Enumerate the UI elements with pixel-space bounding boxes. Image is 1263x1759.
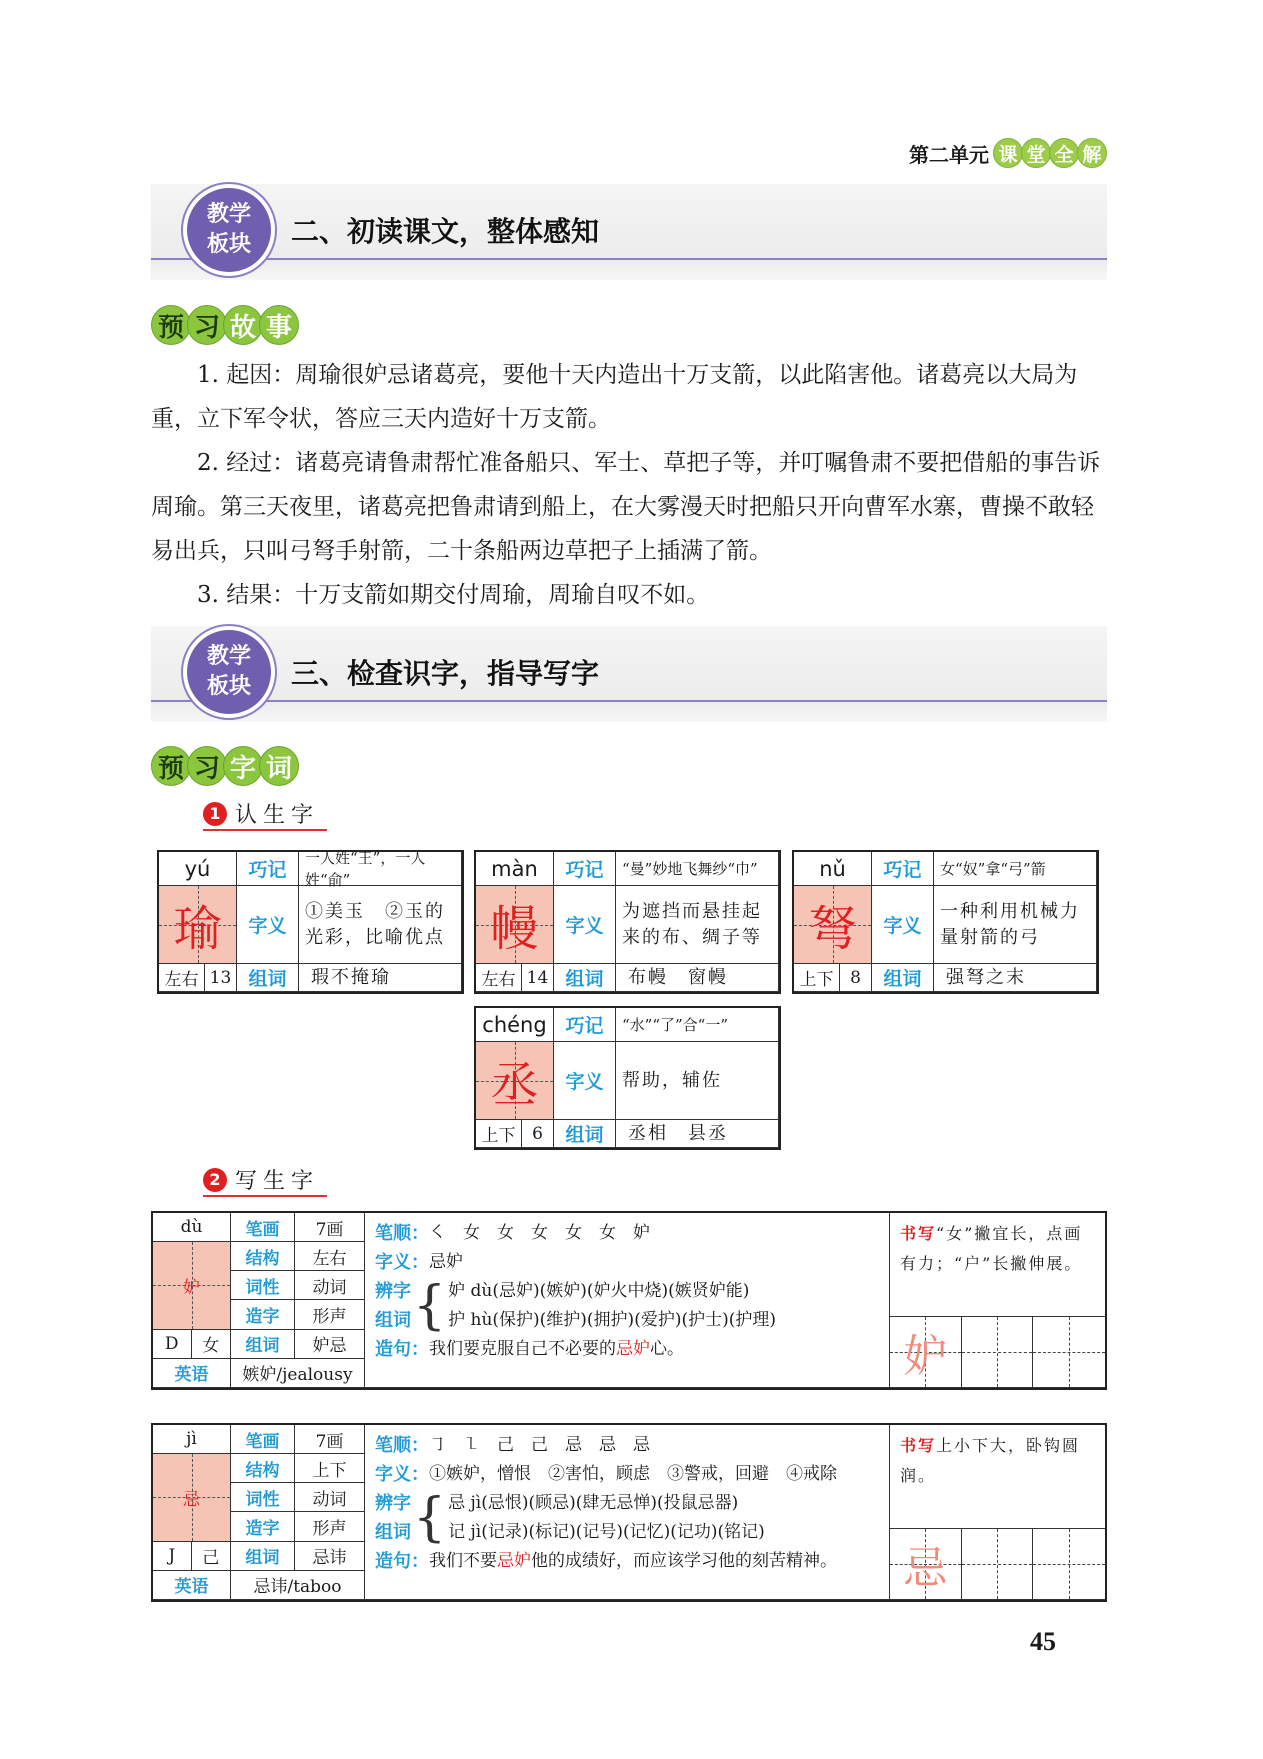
sentence-text: 我们要克服自己不必要的	[429, 1339, 616, 1359]
strokes-label: 笔画	[231, 1213, 295, 1242]
structure: 左右	[159, 964, 205, 991]
meaning-label: 字义	[872, 886, 934, 964]
initial-radical	[153, 1330, 231, 1359]
sentence	[375, 1547, 879, 1576]
brand-char: 解	[1077, 138, 1107, 168]
meaning-text: 帮助，辅佐	[616, 1042, 779, 1120]
pinyin: chéng	[476, 1008, 554, 1042]
writing-guide	[890, 1425, 1105, 1600]
character-glyph: 忌	[183, 1489, 200, 1510]
character	[153, 1242, 231, 1330]
order-value: ㇆ ㇅ 己 己 忌 忌 忌	[429, 1435, 650, 1455]
pinyin: màn	[476, 852, 554, 886]
distinguish	[375, 1489, 879, 1547]
initial: D	[153, 1330, 192, 1358]
write-table	[151, 1423, 1107, 1602]
meaning-label: 字义	[554, 886, 616, 964]
memo-text: “曼”妙地飞舞纱“巾”	[616, 852, 779, 886]
pos-value: 动词	[295, 1483, 365, 1512]
practice-cell[interactable]	[1033, 1529, 1105, 1599]
stroke-count: 14	[526, 967, 549, 988]
badge-line: 教学	[206, 644, 251, 669]
writing-note	[890, 1213, 1105, 1317]
unit-label: 第二单元	[909, 142, 989, 167]
english-label: 英语	[153, 1359, 231, 1388]
recognize-heading	[203, 798, 327, 831]
brand-logo	[995, 138, 1107, 168]
distinguish-labels	[375, 1277, 411, 1335]
badge-line: 教学	[206, 202, 251, 227]
section-title: 二、初读课文，整体感知	[291, 215, 600, 248]
distinguish-line: 记 jì(记录)(标记)(记号)(记忆)(记功)(铭记)	[448, 1522, 765, 1542]
heading-text: 写生字	[235, 1169, 320, 1194]
char-card	[474, 1006, 781, 1150]
compose-label: 组词	[231, 1330, 295, 1359]
label-char: 字	[223, 746, 263, 786]
sentence-label: 造句：	[375, 1551, 429, 1572]
memo-label: 巧记	[237, 852, 299, 886]
character	[159, 886, 237, 964]
meaning-value: 忌妒	[429, 1252, 463, 1272]
memo-text: 一人姓“王”，一人姓“俞”	[299, 852, 462, 886]
writing-text: 上小下大，卧钩圆润。	[900, 1436, 1081, 1485]
compose-label: 组词	[554, 964, 616, 992]
stroke-order	[375, 1219, 879, 1248]
character	[794, 886, 872, 964]
badge-line: 板块	[206, 232, 251, 257]
story-paragraph: 3. 结果：十万支箭如期交付周瑜，周瑜自叹不如。	[197, 582, 710, 608]
compose-label: 组词	[237, 964, 299, 992]
stroke-count: 6	[532, 1123, 543, 1144]
practice-cell[interactable]	[890, 1529, 962, 1599]
compose-label: 组词	[231, 1542, 295, 1571]
label-char: 事	[259, 305, 299, 345]
sentence-text: 我们不要	[429, 1551, 497, 1571]
pinyin: jì	[153, 1425, 231, 1454]
pinyin: dù	[153, 1213, 231, 1242]
distinguish-label: 辨字	[375, 1493, 411, 1514]
distinguish-line: 护 hù(保护)(维护)(拥护)(爱护)(护士)(护理)	[448, 1310, 776, 1330]
details	[365, 1425, 890, 1600]
structure-label: 结构	[231, 1454, 295, 1483]
stroke-count: 8	[850, 967, 861, 988]
label-char: 预	[151, 746, 191, 786]
sentence-text: 心。	[650, 1339, 684, 1359]
sentence-highlight: 忌妒	[616, 1339, 650, 1359]
memo-label: 巧记	[554, 852, 616, 886]
compose-label: 组词	[554, 1120, 616, 1148]
compose-text: 布幔 窗幔	[616, 964, 779, 992]
memo-label: 巧记	[554, 1008, 616, 1042]
brand-char: 课	[993, 138, 1023, 168]
pos-value: 动词	[295, 1271, 365, 1300]
practice-grid	[890, 1529, 1105, 1599]
structure: 左右	[476, 964, 522, 991]
brand-char: 堂	[1021, 138, 1051, 168]
character-glyph: 幔	[490, 901, 539, 957]
compose-label: 组词	[375, 1310, 411, 1331]
structure-strokes	[794, 964, 872, 992]
structure: 上下	[794, 964, 840, 991]
sentence-label: 造句：	[375, 1339, 429, 1360]
story-paragraph: 2. 经过：诸葛亮请鲁肃帮忙准备船只、军士、草把子等，并叮嘱鲁肃不要把借船的事告诉周瑜。第三天夜里，诸葛亮把鲁肃请到船上，在大雾漫天时把船只开向曹军水寨，曹操不敢轻易出兵，只叫弓弩手射箭，二十条船两边草把子上插满了箭。	[151, 450, 1101, 564]
practice-cell[interactable]	[1033, 1317, 1105, 1387]
distinguish-line: 妒 dù(忌妒)(嫉妒)(妒火中烧)(嫉贤妒能)	[448, 1281, 750, 1301]
sentence	[375, 1335, 879, 1364]
practice-cell[interactable]	[962, 1529, 1034, 1599]
brace-icon: {	[413, 1276, 447, 1336]
writing-text: “女”撇宜长，点画有力；“户”长撇伸展。	[900, 1224, 1083, 1273]
char-card	[157, 850, 464, 994]
writing-note	[890, 1425, 1105, 1529]
heading-text: 认生字	[235, 803, 320, 828]
story-text	[151, 353, 1107, 617]
writing-label: 书写	[900, 1436, 937, 1455]
formation-value: 形声	[295, 1300, 365, 1329]
write-heading	[203, 1164, 327, 1197]
writing-guide	[890, 1213, 1105, 1388]
teaching-module-badge	[183, 626, 275, 718]
writing-label: 书写	[900, 1224, 937, 1243]
section-banner-2	[151, 184, 1107, 280]
structure-value: 左右	[295, 1242, 365, 1271]
compose-label: 组词	[375, 1522, 411, 1543]
strokes-value: 7画	[295, 1213, 365, 1242]
preview-story-label	[151, 305, 295, 345]
practice-grid	[890, 1317, 1105, 1387]
write-table	[151, 1211, 1107, 1390]
number-badge: 2	[203, 1168, 227, 1192]
order-value: ㇛ 女 女 女 女 女 妒	[429, 1223, 650, 1243]
formation-label: 造字	[231, 1300, 295, 1329]
divider	[151, 258, 1107, 260]
story-paragraph: 1. 起因：周瑜很妒忌诸葛亮，要他十天内造出十万支箭，以此陷害他。诸葛亮以大局为重，立下军令状，答应三天内造好十万支箭。	[151, 362, 1078, 432]
radical: 己	[202, 1548, 220, 1569]
badge-line: 板块	[206, 674, 251, 699]
formation-label: 造字	[231, 1512, 295, 1541]
label-char: 习	[187, 746, 227, 786]
meaning-text: 为遮挡而悬挂起来的布、绸子等	[616, 886, 779, 964]
sentence-text: 他的成绩好，而应该学习他的刻苦精神。	[531, 1551, 837, 1571]
char-card	[792, 850, 1099, 994]
compose-label: 组词	[872, 964, 934, 992]
initial-radical	[153, 1542, 231, 1571]
brand-char: 全	[1049, 138, 1079, 168]
compose-text: 丞相 县丞	[616, 1120, 779, 1148]
compose-value: 妒忌	[295, 1330, 365, 1359]
structure-strokes	[476, 964, 554, 992]
label-char: 词	[259, 746, 299, 786]
memo-text: “水”“了”合“一”	[616, 1008, 779, 1042]
memo-label: 巧记	[872, 852, 934, 886]
character	[476, 886, 554, 964]
strokes-label: 笔画	[231, 1425, 295, 1454]
initial: J	[153, 1542, 192, 1570]
distinguish-values	[448, 1489, 765, 1547]
char-card	[474, 850, 781, 994]
label-char: 预	[151, 305, 191, 345]
memo-text: 女“奴”拿“弓”箭	[934, 852, 1097, 886]
character-glyph: 妒	[183, 1277, 200, 1298]
meaning-text: ①美玉 ②玉的光彩，比喻优点	[299, 886, 462, 964]
distinguish	[375, 1277, 879, 1335]
distinguish-label: 辨字	[375, 1281, 411, 1302]
details	[365, 1213, 890, 1388]
structure-label: 结构	[231, 1242, 295, 1271]
practice-glyph: 妒	[903, 1330, 948, 1382]
pos-label: 词性	[231, 1483, 295, 1512]
structure-value: 上下	[295, 1454, 365, 1483]
section-title: 三、检查识字，指导写字	[291, 657, 600, 690]
pos-label: 词性	[231, 1271, 295, 1300]
practice-glyph: 忌	[903, 1542, 948, 1594]
character	[153, 1454, 231, 1542]
structure-strokes	[476, 1120, 554, 1148]
character	[476, 1042, 554, 1120]
stroke-count: 13	[209, 967, 232, 988]
english-value: 忌讳/taboo	[231, 1571, 365, 1600]
practice-cell[interactable]	[962, 1317, 1034, 1387]
meaning-value: ①嫉妒，憎恨 ②害怕，顾虑 ③警戒，回避 ④戒除	[429, 1464, 837, 1484]
running-header	[909, 138, 1107, 168]
number-badge: 1	[203, 802, 227, 826]
distinguish-line: 忌 jì(忌恨)(顾忌)(肆无忌惮)(投鼠忌器)	[448, 1493, 739, 1513]
pinyin: nǔ	[794, 852, 872, 886]
order-label: 笔顺：	[375, 1223, 429, 1244]
character-glyph: 弩	[808, 901, 857, 957]
divider	[151, 700, 1107, 702]
strokes-value: 7画	[295, 1425, 365, 1454]
character-glyph: 丞	[490, 1057, 539, 1113]
stroke-order	[375, 1431, 879, 1460]
meaning-label: 字义	[237, 886, 299, 964]
english-label: 英语	[153, 1571, 231, 1600]
pinyin: yú	[159, 852, 237, 886]
meaning	[375, 1460, 879, 1489]
radical: 女	[202, 1336, 220, 1357]
meaning	[375, 1248, 879, 1277]
english-value: 嫉妒/jealousy	[231, 1359, 365, 1388]
compose-text: 强弩之末	[934, 964, 1097, 992]
structure: 上下	[476, 1120, 522, 1147]
formation-value: 形声	[295, 1512, 365, 1541]
practice-cell[interactable]	[890, 1317, 962, 1387]
page-number: 45	[1030, 1627, 1056, 1656]
order-label: 笔顺：	[375, 1435, 429, 1456]
distinguish-labels	[375, 1489, 411, 1547]
brace-icon: {	[413, 1488, 447, 1548]
meaning-text: 一种利用机械力量射箭的弓	[934, 886, 1097, 964]
meaning-label: 字义：	[375, 1464, 429, 1485]
compose-value: 忌讳	[295, 1542, 365, 1571]
teaching-module-badge	[183, 184, 275, 276]
sentence-highlight: 忌妒	[497, 1551, 531, 1571]
preview-words-label	[151, 746, 295, 786]
label-char: 习	[187, 305, 227, 345]
distinguish-values	[448, 1277, 776, 1335]
compose-text: 瑕不掩瑜	[299, 964, 462, 992]
structure-strokes	[159, 964, 237, 992]
character-glyph: 瑜	[173, 901, 222, 957]
label-char: 故	[223, 305, 263, 345]
meaning-label: 字义：	[375, 1252, 429, 1273]
meaning-label: 字义	[554, 1042, 616, 1120]
section-banner-3	[151, 626, 1107, 722]
